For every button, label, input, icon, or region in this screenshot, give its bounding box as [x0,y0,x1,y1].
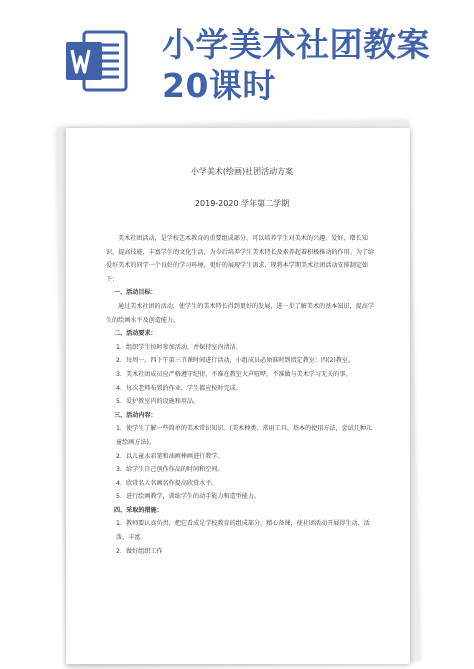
list-item: 1．组织学生按时参加活动，并保持室内清洁。 [116,343,242,351]
list-item: 4．每次老师布置的作业，学生都应按时完成。 [116,384,242,392]
list-item: 1．教师要认真负责，把它看成是学校教育的组成部分，精心备课，使社团活动开展得生动、活泼、丰富。 [116,520,370,542]
section-heading: 四、采取的措施： [114,506,163,514]
section-paragraph: 通过美术社团的活动，使学生的美术特长得到更好的发展，进一步了解美术的基本知识，提高学生的绘画水平及创造能力。 [106,302,374,324]
section-heading: 一、活动目标： [114,289,157,297]
word-document-icon [64,30,128,92]
title-line-1: 小学美术社团教案 [162,25,430,64]
list-item: 4．欣赏名人名画名作提高欣赏水平。 [116,479,218,487]
document-page [66,128,410,664]
list-item: 3．美术社团成员应严格遵守纪律，不准在教室大声喧哗，不准做与美术学习无关的事。 [116,370,352,378]
title-line-2: 20课时 [162,66,276,105]
document-subtitle: 2019-2020 学年第二学期 [194,199,290,208]
list-item: 2．以儿童水彩笔和油画棒画进行教学。 [116,452,224,460]
document-body [106,166,378,558]
list-item: 1．使学生了解一些简单的美术常识知识。(美术种类、常用工具、基本的使用方法，尝试几种儿童绘画方法)。 [116,425,373,446]
list-item: 2．每周一、四下午第三节课时间进行活动，小组成员必须准时到指定教室：四(2)教室。 [116,357,354,365]
list-item: 5．进行绘画教学，训练学生的动手能力和造型能力。 [116,493,261,501]
banner [0,0,474,118]
section-heading: 三、活动内容： [114,411,157,419]
list-item: 2．做好组织工作 [116,547,163,555]
section-heading: 二、活动要求： [114,330,157,338]
list-item: 5．爱护教室内的设施和用品。 [116,398,200,406]
document-title: 小学美术(绘画)社团活动方案 [190,167,294,176]
page-title [162,24,462,106]
list-item: 3．给学生自己创作作品的时间和空间。 [116,466,224,474]
intro-paragraph: 美术社团活动，是学校艺术教育的重要组成部分，可以培养学生对美术的兴趣，爱好，增长知识，提高技能，丰富学生的文化生活，为今后培养学生美术特长及素养起着积极推动的作用。为了给爱好美术的同学一个良好的学习环境，更好的展现学生需求，现将本学期美术社团活动安排制定如下： [106,235,375,283]
